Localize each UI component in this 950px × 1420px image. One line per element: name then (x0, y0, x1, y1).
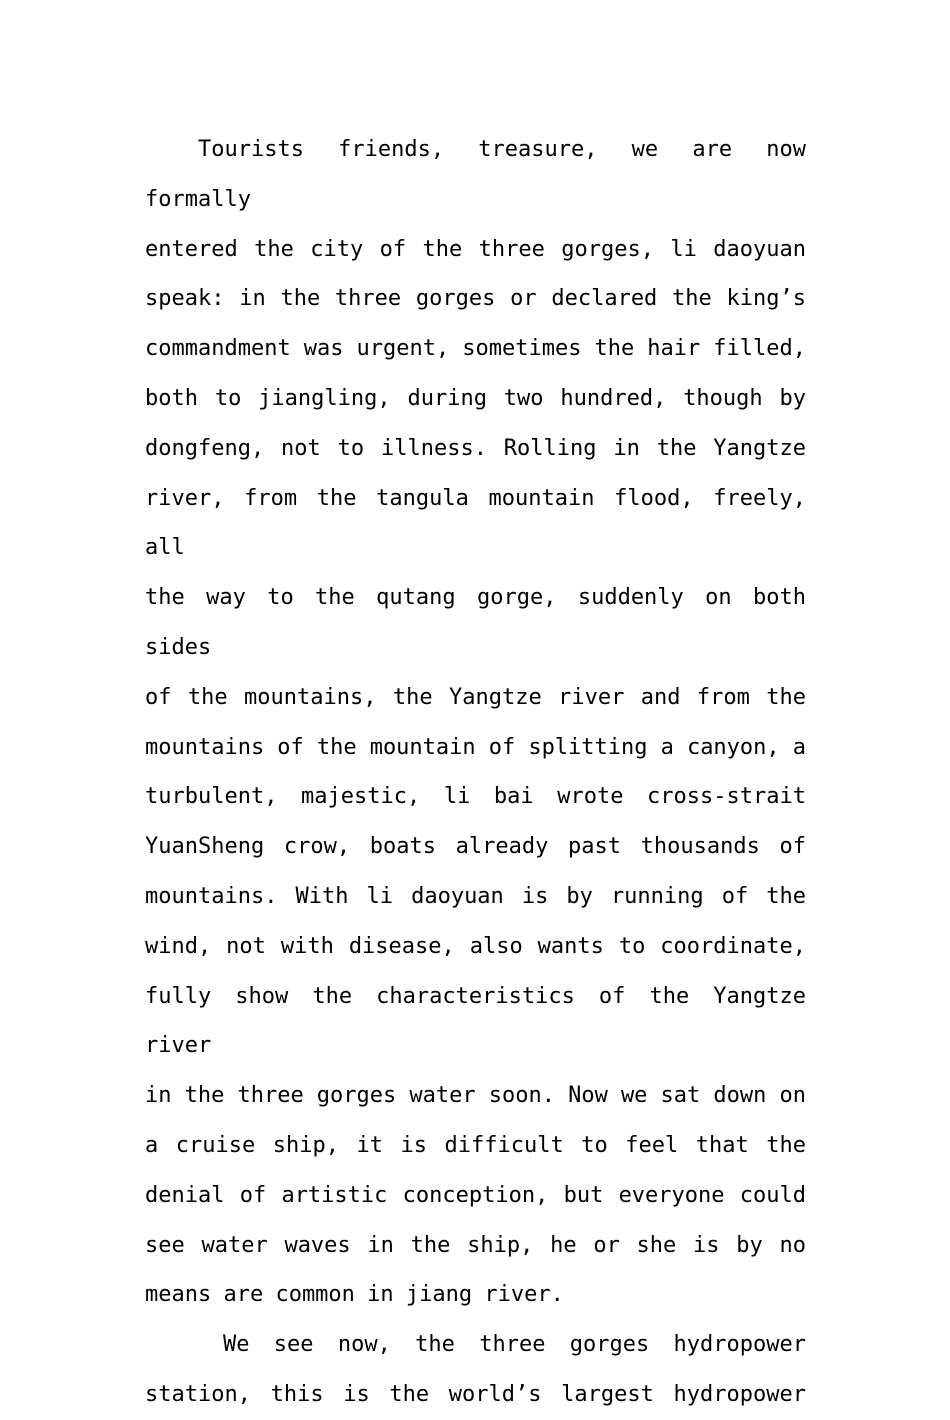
text-line: river, from the tangula mountain flood, freely, all (145, 485, 806, 561)
text-line: Tourists friends, treasure, we are now formally (145, 137, 806, 212)
text-line: entered the city of the three gorges, li daoyuan (145, 236, 806, 262)
text-line: wind, not with disease, also wants to coordinate, (145, 933, 806, 959)
text-line: denial of artistic conception, but everyone could (145, 1182, 806, 1208)
text-line: station, this is the world’s largest hydropower (145, 1381, 806, 1407)
text-line: of the mountains, the Yangtze river and from the (145, 684, 806, 710)
text-line: both to jiangling, during two hundred, though by (145, 385, 806, 411)
paragraph-2 (145, 1320, 806, 1420)
text-line: commandment was urgent, sometimes the hair filled, (145, 336, 806, 362)
text-line: YuanSheng crow, boats already past thousands of (145, 834, 806, 860)
text-line: dongfeng, not to illness. Rolling in the Yangtze (145, 435, 806, 461)
text-line: the way to the qutang gorge, suddenly on both sides (145, 585, 806, 660)
text-line: We see now, the three gorges hydropower (223, 1332, 806, 1358)
text-line: see water waves in the ship, he or she is by no (145, 1232, 806, 1258)
text-line: in the three gorges water soon. Now we sat down on (145, 1083, 806, 1109)
text-line: turbulent, majestic, li bai wrote cross-strait (145, 784, 806, 810)
text-line: fully show the characteristics of the Yangtze river (145, 983, 806, 1059)
paragraph-1 (145, 125, 806, 1320)
text-line: means are common in jiang river. (145, 1282, 564, 1308)
text-line: mountains of the mountain of splitting a canyon, a (145, 734, 806, 760)
document-body (145, 125, 806, 1420)
text-line: mountains. With li daoyuan is by running of the (145, 883, 806, 909)
text-line: speak: in the three gorges or declared the king’s (145, 286, 806, 312)
text-line: a cruise ship, it is difficult to feel that the (145, 1132, 806, 1158)
